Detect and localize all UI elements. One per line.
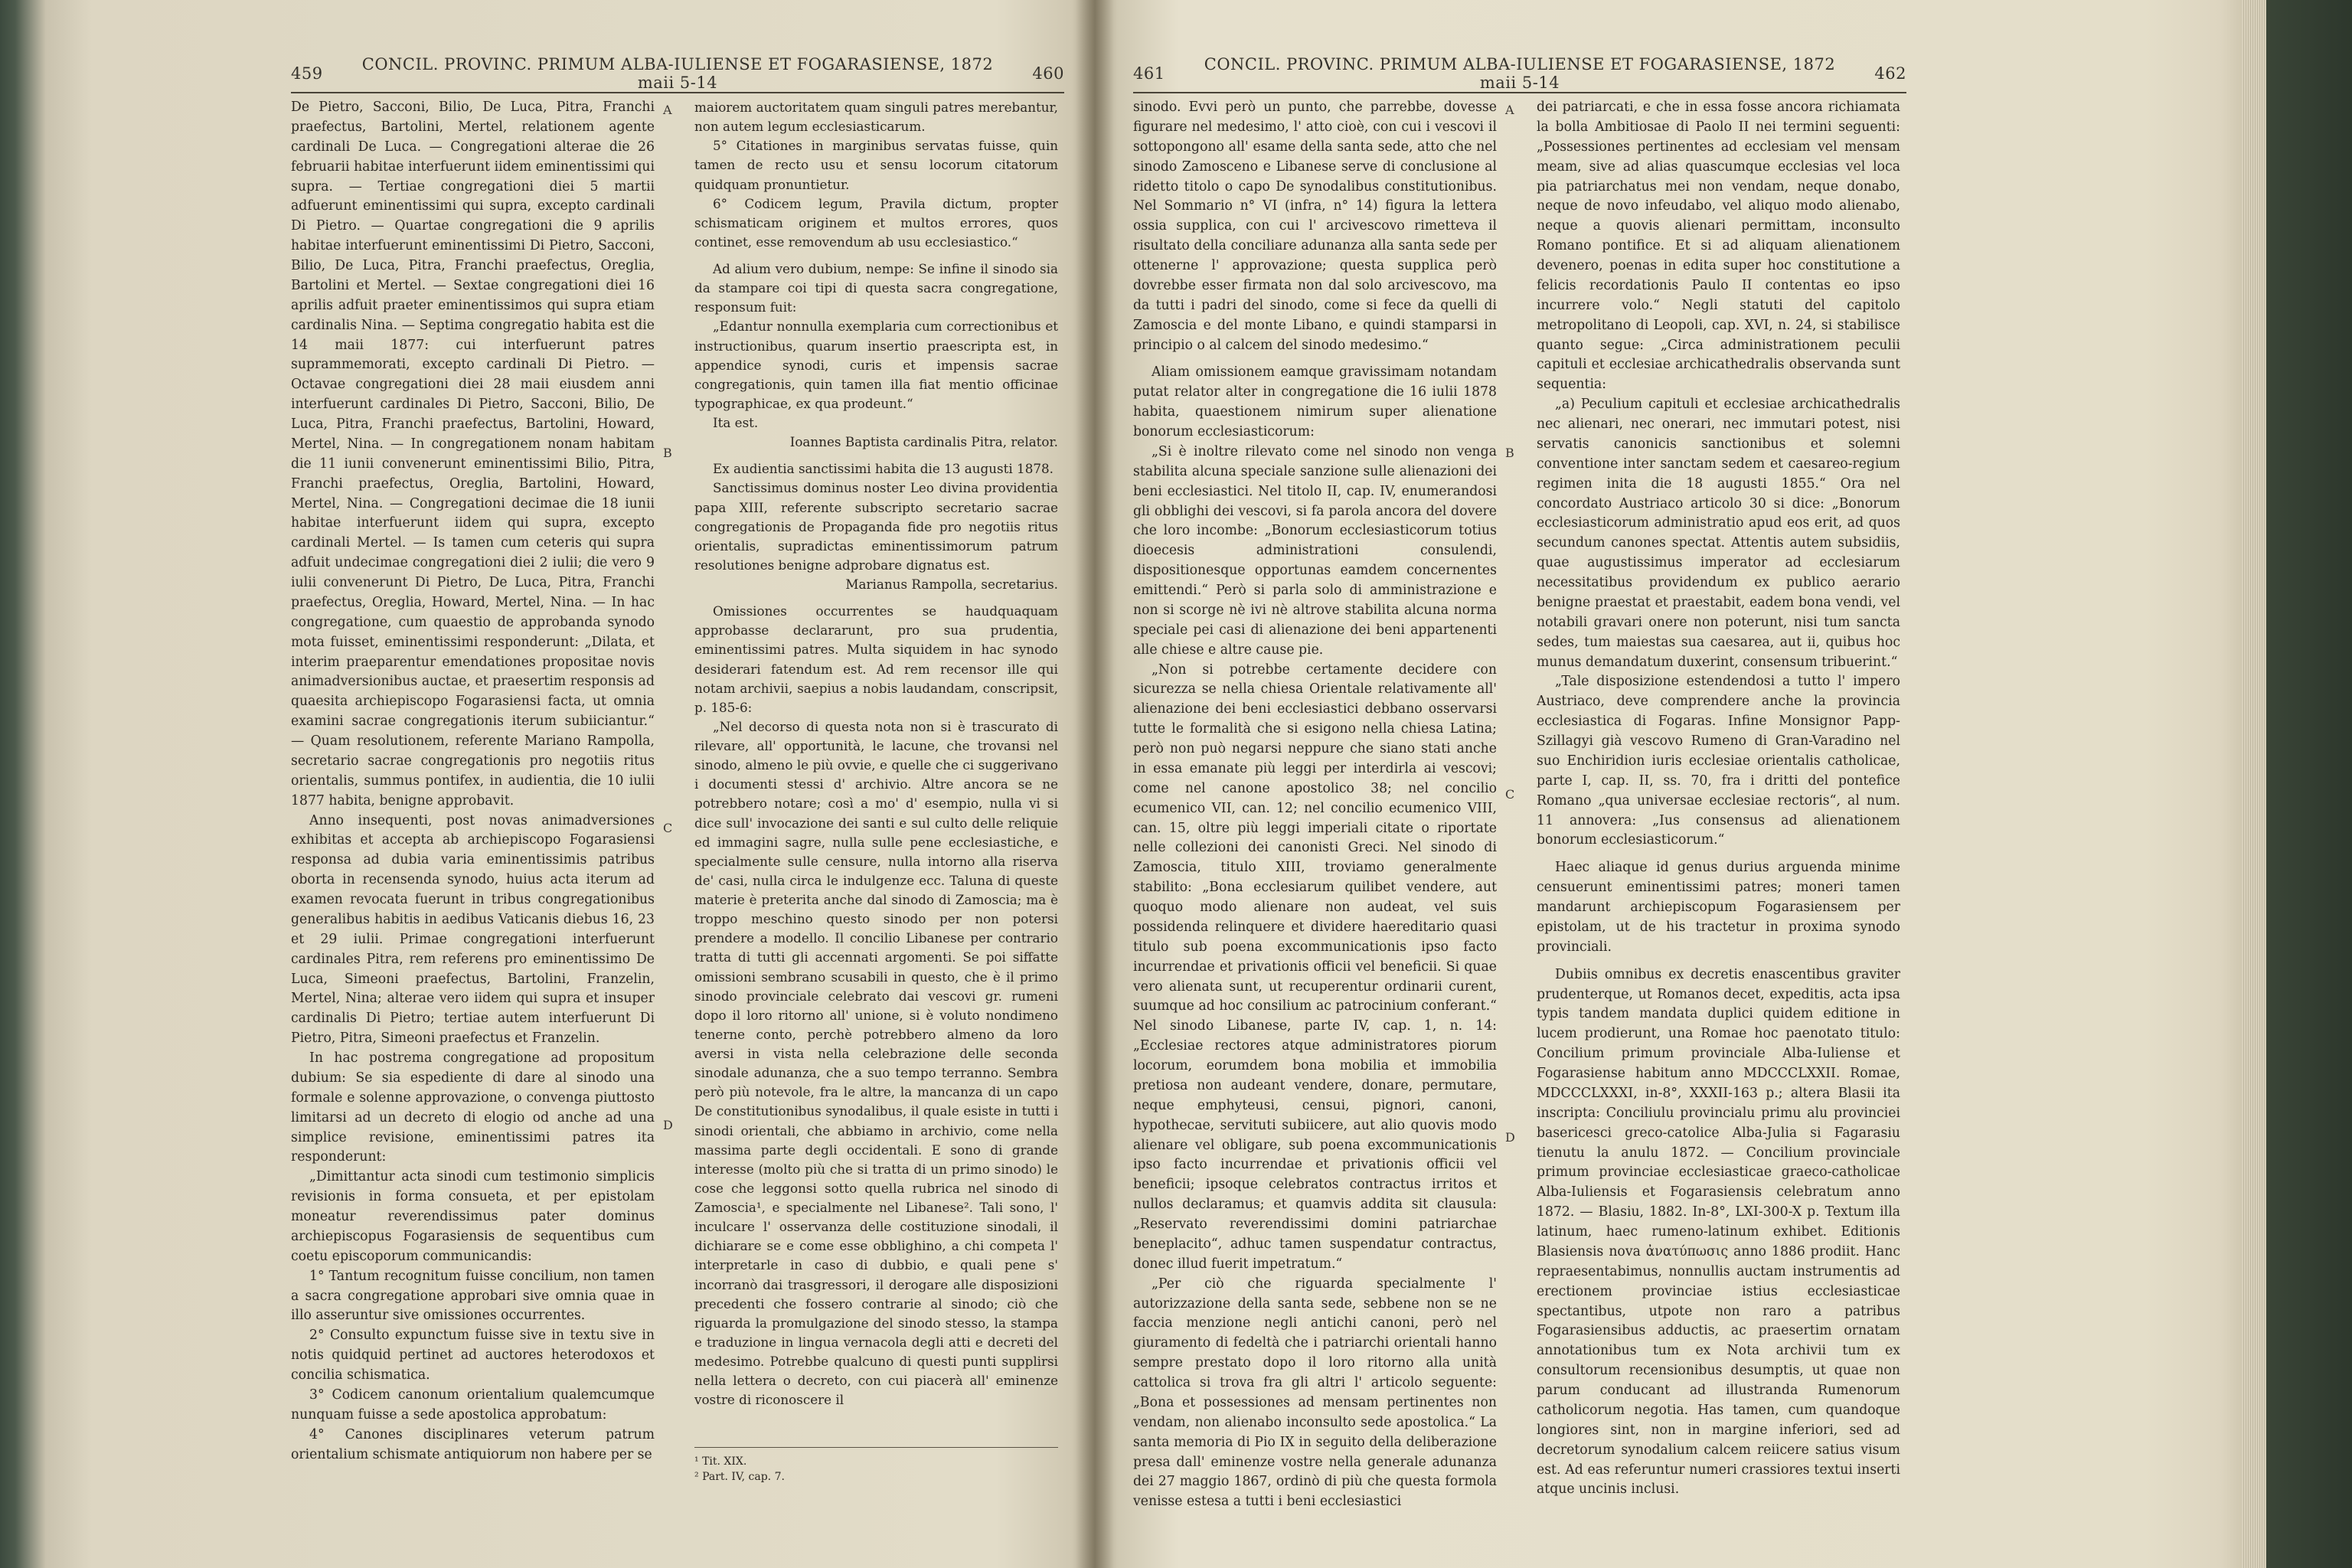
footnotes [694, 1447, 1058, 1485]
paragraph: 3° Codicem canonum orientalium qualemcumque nunquam fuisse a sede apostolica approbatum: [291, 1387, 655, 1423]
left-page [291, 0, 1064, 1568]
text-column-2 [694, 98, 1058, 1410]
paragraph: „Tale disposizione estendendosi a tutto l' impero Austriaco, deve comprendere anche la provincia ecclesiastica di Fogaras. Infine Monsignor Papp-Szillagyi già vescovo Rumeno di Gran-Varadino nel suo Enchiridion iuris ecclesiae orientalis catholicae, parte I, cap. II, ss. 70, fra i dritti del pontefice Romano „qua universae ecclesiae rectoris“, al num. 11 annovera: „Ius consensus ad alienationem bonorum ecclesiasticorum.“ [1537, 674, 1900, 848]
footnote: ¹ Tit. XIX. [694, 1455, 747, 1468]
margin-mark: A [1505, 103, 1514, 117]
signature: Marianus Rampolla, secretarius. [845, 577, 1058, 592]
paragraph: „Dimittantur acta sinodi cum testimonio simplicis revisionis in forma consueta, et per epistolam moneatur reverendissimus pater dominus archiepiscopus Fogarasiensis de sequentibus cum coetu episcoporum communicandis: [291, 1169, 655, 1264]
running-title: CONCIL. PROVINC. PRIMUM ALBA-IULIENSE ET FOGARASIENSE, 1872 maii 5-14 [361, 55, 994, 92]
paragraph: „Si è inoltre rilevato come nel sinodo non venga stabilita alcuna speciale sanzione sulle alienazioni dei beni ecclesiastici. Nel titolo II, cap. IV, enumerandosi gli obblighi dei vescovi, si fa parola ancora del dovere che loro incombe: „Bonorum ecclesiasticorum totius dioecesis administrationi consulendi, dispositionesque opportunas eamdem concernentes emittendi.“ Però si parla solo di amministrazione e non si scorge nè ivi nè altrove stabilita alcuna norma speciale pei casi di alienazione dei beni appartenenti alle chiese e altre cause pie. [1133, 443, 1497, 658]
margin-mark: C [1505, 787, 1515, 802]
running-title: CONCIL. PROVINC. PRIMUM ALBA-IULIENSE ET FOGARASIENSE, 1872 maii 5-14 [1204, 55, 1836, 92]
paragraph: dei patriarcati, e che in essa fosse ancora richiamata la bolla Ambitiosae di Paolo II nei termini seguenti: „Possessiones pertinentes ad ecclesiam vel mensam meam, sive ad alias quascumque ecclesias vel loca pia patriarchatus mei non vendam, neque donabo, neque de novo infeudabo, vel aliquo modo alienabo, neque a quovis alienari permittam, inconsulto Romano pontifice. Et si ad aliquam alienationem devenero, poenas in edita super hoc constitutione a felicis recordationis Paulo II contentas eo ipso incurrere volo.“ Negli statuti del capitolo metropolitano di Leopoli, cap. XVI, n. 24, si stabilisce quanto segue: „Circa administrationem peculii capituli et ecclesiae archicathedralis observanda sunt sequentia: [1537, 100, 1900, 393]
paragraph: Ad alium vero dubium, nempe: Se infine il sinodo sia da stampare coi tipi di questa sacra congregatione, responsum fuit: [694, 261, 1058, 315]
book-gutter [1076, 0, 1114, 1568]
margin-mark: B [663, 446, 672, 460]
paragraph: In hac postrema congregatione ad propositum dubium: Se sia espediente di dare al sinodo una formale e solenne approvazione, o convenga piuttosto limitarsi ad un decreto di elogio od anche ad una simplice revisione, eminentissimi patres ita responderunt: [291, 1050, 655, 1165]
text-column-2 [1537, 98, 1900, 1500]
running-head [1133, 55, 1906, 93]
page-edge [2242, 0, 2266, 1568]
paragraph: 2° Consulto expunctum fuisse sive in textu sive in notis quidquid pertinet ad auctores heterodoxos et concilia schismatica. [291, 1328, 655, 1383]
paragraph: „a) Peculium capituli et ecclesiae archicathedralis nec alienari, nec onerari, nec immutari potest, nisi servatis canonicis sanctionibus et solemni conventione inter sanctam sedem et caesareo-regium regimen inita die 18 augusti 1855.“ Ora nel concordato Austriaco articolo 30 si dice: „Bonorum ecclesiasticorum administratio apud eos erit, ad quos secundum canones spectat. Attentis autem subsidiis, quae augustissimus imperator ad ecclesiarum necessitatibus providendum ex publico aerario benigne praestat et praestabit, eadem bona vendi, vel notabili gravari onere non poterunt, nisi tum sancta sedes, tum maiestas sua caesarea, aut ii, quibus hoc munus demandatum duxerint, consensum tribuerint.“ [1537, 397, 1900, 670]
page-number: 461 [1133, 64, 1165, 83]
paragraph: 5° Citationes in marginibus servatas fuisse, quin tamen de recto usu et sensu locorum citatorum quidquam pronuntietur. [694, 138, 1058, 192]
paragraph: De Pietro, Sacconi, Bilio, De Luca, Pitra, Franchi praefectus, Bartolini, Mertel, relationem agente cardinali De Luca. — Congregationi alterae die 26 februarii habitae interfuerunt iidem eminentissimi qui supra. — Tertiae congregationi diei 5 martii adfuerunt eminentissimi qui supra, excepto cardinali Di Pietro. — Quartae congregationi die 9 aprilis habitae interfuerunt eminentissimi Di Pietro, Sacconi, Bilio, De Luca, Pitra, Franchi praefectus, Oreglia, Bartolini et Mertel. — Sextae congregationi diei 16 aprilis adfuit praeter eminentissimos qui supra etiam cardinalis Nina. — Septima congregatio habita est die 14 maii 1877: cui interfuerunt patres suprammemorati, excepto cardinali Di Pietro. — Octavae congregationi diei 28 maii eiusdem anni interfuerunt cardinales Di Pietro, Sacconi, Bilio, De Luca, Pitra, Franchi praefectus, Bartolini, Howard, Mertel, Nina. — In congregationem nonam habitam die 11 iunii convenerunt eminentissimi Bilio, Pitra, Franchi praefectus, Oreglia, Bartolini, Howard, Mertel, Nina. — Congregationi decimae die 18 iunii habitae interfuerunt iidem qui supra, excepto cardinali Mertel. — Is tamen cum ceteris qui supra adfuit undecimae congregationi diei 2 iulii; die vero 9 iulii convenerunt Di Pietro, De Luca, Pitra, Franchi praefectus, Oreglia, Howard, Mertel, Nina. — In hac congregatione, cum quaestio de approbanda synodo mota fuisset, eminentissimi responderunt: „Dilata, et interim praeparentur emendationes propositae novis animadversionibus auctae, et praesertim responsis ad quaesita archiepiscopo Fogarasiensi facta, ut omnia examini sacrae congregationis iterum subiiciantur.“ — Quam resolutionem, referente Mariano Rampolla, secretario sacrae congregationis pro negotiis ritus orientalis, summus pontifex, in audientia, die 10 iulii 1877 habita, benigne approbavit. [291, 100, 655, 808]
text-column-1 [291, 98, 655, 1465]
running-head [291, 55, 1064, 93]
paragraph: 4° Canones disciplinares veterum patrum orientalium schismate antiquiorum non habere per se [291, 1426, 655, 1462]
margin-mark: D [663, 1118, 673, 1132]
paragraph: „Per ciò che riguarda specialmente l' autorizzazione della santa sede, sebbene non se ne faccia menzione negli antichi canoni, però nel giuramento di fedeltà che i patriarchi orientali hanno sempre prestato dopo il loro ritorno alla unità cattolica si trova fra gli altri l' articolo seguente: „Bona et possessiones ad mensam pertinentes non vendam, non alienabo inconsulto sede apostolica.“ La santa memoria di Pio IX in seguito della deliberazione presa dall' eminenze vostre nella generale adunanza dei 27 maggio 1867, ordinò di più che questa formola venisse estesa a tutti i beni ecclesiastici [1133, 1276, 1497, 1510]
text-column-1 [1133, 98, 1497, 1512]
page-number: 459 [291, 64, 323, 83]
paragraph: „Nel decorso di questa nota non si è trascurato di rilevare, all' opportunità, le lacune, che trovansi nel sinodo, almeno le più ovvie, e quelle che ci suggerivano i documenti stessi d' archivio. Altre ancora se ne potrebbero notare; così a mo' d' esempio, nulla vi si dice sull' invocazione dei santi e sul culto delle reliquie ed immagini sagre, nulla sulle pene ecclesiastiche, e specialmente sulle censure, nulla intorno alla riserva de' casi, nulla circa le indulgenze ecc. Taluna di queste materie è preterita anche dal sinodo di Zamoscia; ma è troppo meschino questo sinodo per non potersi prendere a modello. Il concilio Libanese per contrario tratta di tutti gli accennati argomenti. Se poi siffatte omissioni sembrano scusabili in questo, che è il primo sinodo provinciale celebrato dai vescovi gr. rumeni dopo il loro ritorno all' unione, si è voluto nondimeno tenerne conto, perchè potrebbero almeno da loro aversi in vista nella celebrazione delle seconda sinodale adunanza, che a suo tempo terranno. Sembra però più notevole, fra le altre, la mancanza di un capo De constitutionibus synodalibus, il quale esiste in tutti i sinodi orientali, che abbiamo in archivio, come nella massima parte degli occidentali. E sono di grande interesse (molto più che si tratta di un primo sinodo) le cose che leggonsi sotto quella rubrica nel sinodo di Zamoscia¹, e specialmente nel Libanese². Tali sono, l' inculcare l' osservanza delle costituzione sinodali, il dichiarare se e come esse obblighino, a chi competa l' interpretarle in caso di dubbio, e quali pene s' incorranò dai trasgressori, il derogare alle disposizioni precedenti che fossero contrarie al sinodo; ciò che riguarda la promulgazione del sinodo stesso, la stampa e traduzione in lingua vernacola degli atti e decreti del medesimo. Potrebbe qualcuno di questi punti supplirsi nella lettera o decreto, con cui piacerà all' eminenze vostre di riconoscere il [694, 718, 1058, 1408]
paragraph: 1° Tantum recognitum fuisse concilium, non tamen a sacra congregatione approbari sive omnia quae in illo asseruntur sive omissiones occurrentes. [291, 1268, 655, 1324]
paragraph: maiorem auctoritatem quam singuli patres merebantur, non autem legum ecclesiasticarum. [694, 100, 1058, 135]
paragraph: Sanctissimus dominus noster Leo divina providentia papa XIII, referente subscripto secretario sacrae congregationis de Propaganda fide pro negotiis ritus orientalis, supradictas eminentissimorum patrum resolutiones benigne adprobare dignatus est. [694, 480, 1058, 573]
right-page [1133, 0, 1906, 1568]
paragraph: Haec aliaque id genus durius arguenda minime censuerunt eminentissimi patres; moneri tamen mandarunt archiepiscopum Fogarasiensem per epistolam, ut de his tractetur in proxima synodo provinciali. [1537, 860, 1900, 955]
paragraph: „Edantur nonnulla exemplaria cum correctionibus et instructionibus, quarum insertio praescripta est, in appendice synodi, curis et impensis sacrae congregationis, quin tamen illa fiat mentio officinae typographicae, ex qua prodeunt.“ [694, 318, 1058, 411]
subheading: Ex audientia sanctissimi habita die 13 augusti 1878. [713, 461, 1054, 477]
signature: Ioannes Baptista cardinalis Pitra, relator. [789, 434, 1058, 450]
paragraph: sinodo. Evvi però un punto, che parrebbe, dovesse figurare nel medesimo, l' atto cioè, con cui i vescovi il sottopongono all' esame della santa sede, atto che nel sinodo Zamosceno e Libanese serve di conclusione al ridetto titolo o capo De synodalibus constitutionibus. Nel Sommario n° VI (infra, n° 14) figura la lettera ossia supplica, con cui l' arcivescovo rimetteva il risultato della conciliare adunanza alla santa sede per ottenerne l' approvazione; questa supplica però dovrebbe esser firmata non dal solo arcivescovo, ma da tutti i padri del sinodo, come si fece da quelli di Zamoscia e del monte Libano, e quindi stamparsi in principio o al calcem del sinodo medesimo.“ [1133, 100, 1497, 353]
margin-mark: D [1505, 1130, 1515, 1145]
footnote: ² Part. IV, cap. 7. [694, 1471, 785, 1483]
paragraph: 6° Codicem legum, Pravila dictum, propter schismaticam originem et multos errores, quos continet, esse removendum ab usu ecclesiastico.“ [694, 195, 1058, 250]
paragraph: Omissiones occurrentes se haudquaquam approbasse declararunt, pro sua prudentia, eminentissimi patres. Multa siquidem in hac synodo desiderari fatendum est. Ad rem recensor ille qui notam archivii, saepius a nobis laudandam, conscripsit, p. 185-6: [694, 603, 1058, 715]
paragraph: Anno insequenti, post novas animadversiones exhibitas et accepta ab archiepiscopo Fogarasiensi responsa ad dubia varia eminentissimis patribus oborta in recensenda synodo, huius acta iterum ad examen revocata fuerunt in tribus congregationibus generalibus habitis in aedibus Vaticanis diebus 16, 23 et 29 iulii. Primae congregationi interfuerunt cardinales Pitra, rem referens pro eminentissimo De Luca, Simeoni praefectus, Bartolini, Franzelin, Mertel, Nina; alterae vero iidem qui supra et insuper cardinalis Di Pietro; tertiae autem interfuerunt Di Pietro, Pitra, Simeoni praefectus et Franzelin. [291, 812, 655, 1047]
paragraph: „Non si potrebbe certamente decidere con sicurezza se nella chiesa Orientale relativamente all' alienazione dei beni ecclesiastici debbano osservarsi tutte le formalità che si esigono nella chiesa Latina; però non può negarsi neppure che siano stati anche in essa emanate più leggi per interdirla ai vescovi; come nel canone apostolico 38; nel concilio ecumenico VII, can. 12; nel concilio ecumenico VIII, can. 15, oltre più leggi imperiali citate o riportate nelle collezioni dei canonisti Greci. Nel sinodo di Zamoscia, titulo XIII, troviamo generalmente stabilito: „Bona ecclesiarum quilibet vendere, aut quoquo modo alienare non audeat, vel suis possidenda relinquere et dividere haereditario quasi titulo sub poena excommunicationis ipso facto incurrendae et privationis officii vel beneficii. Si quae vero alienata sunt, ut recuperentur ordinarii curent, suumque ad hoc consilium ac patrocinium conferant.“ Nel sinodo Libanese, parte IV, cap. 1, n. 14: „Ecclesiae rectores atque administratores piorum locorum, eorumdem bona mobilia et immobilia pretiosa non audeant vendere, donare, permutare, neque emphyteusi, censui, pignori, canoni, hypothecae, servituti subiicere, aut alio quovis modo alienare vel obligare, sub poena excommunicationis ipso facto incurrendae et privationis officii vel beneficii; ipsoque celebratos contractus irritos et nullos declaramus; et quamvis addita sit clausula: „Reservato reverendissimi domini patriarchae beneplacito“, adhuc tamen suspendatur contractus, donec illud fuerit impetratum.“ [1133, 662, 1497, 1272]
paragraph: Ita est. [713, 415, 759, 430]
margin-mark: B [1505, 446, 1514, 460]
margin-mark: C [663, 821, 673, 835]
paragraph: Aliam omissionem eamque gravissimam notandam putat relator alter in congregatione die 16 iulii 1878 habita, quaestionem nimirum super alienatione bonorum ecclesiasticorum: [1133, 364, 1497, 439]
page-number: 462 [1874, 64, 1906, 83]
paragraph: Dubiis omnibus ex decretis enascentibus graviter prudenterque, ut Romanos decet, expeditis, acta ipsa typis tandem mandata duplici quidem editione in lucem prodierunt, una Romae hoc paenotato titulo: Concilium primum provinciale Alba-Iuliense et Fogarasiense habitum anno MDCCCLXXII. Romae, MDCCCLXXXI, in-8°, XXXII-163 p.; altera Blasii ita inscripta: Conciliulu provincialu primu alu provinciei basericesci greco-catolice Alba-Julia si Fagarasiu tienutu la anulu 1872. — Concilium provinciale primum provinciae ecclesiasticae graeco-catholicae Alba-Iuliensis et Fogarasiensis celebratum anno 1872. — Blasiu, 1882. In-8°, LXI-300-X p. Textum illa latinum, haec rumeno-latinum exhibet. Editionis Blasiensis nova ἀνατύπωσις anno 1886 prodiit. Hanc repraesentabimus, nonnullis auctam instrumentis ad erectionem provinciae istius ecclesiasticae spectantibus, utpote non raro a patribus Fogarasiensibus adductis, ac praesertim ornatam annotationibus tum ex Nota archivii tum ex consultorum recensionibus desumptis, ut quae non parum conducant ad illustranda Rumenorum catholicorum negotia. Has tamen, cum quandoque longiores sint, non in margine inferiori, sed ad decretorum synodalium calcem reiicere satius visum est. Ad eas referuntur numeri crassiores textui inserti atque uncinis inclusi. [1537, 966, 1900, 1498]
page-number: 460 [1032, 64, 1064, 83]
margin-mark: A [663, 103, 672, 117]
